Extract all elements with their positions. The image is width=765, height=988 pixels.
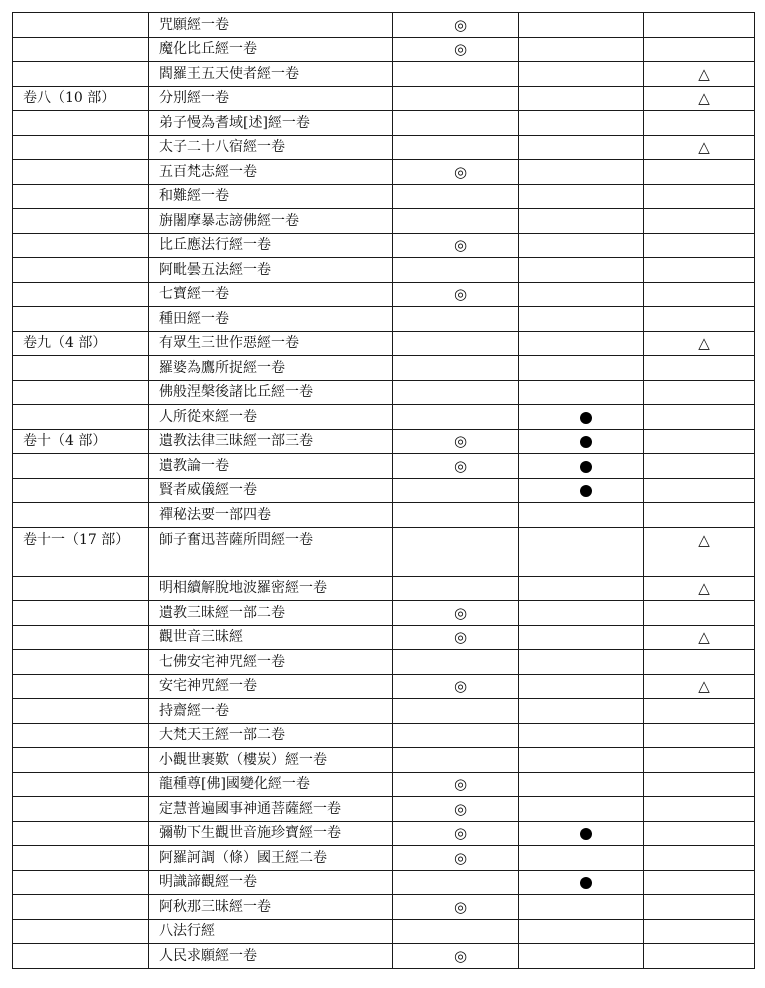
table-row	[13, 233, 755, 258]
mark-cell-col3	[393, 135, 519, 160]
mark-cell-col5: △	[644, 86, 755, 111]
mark-cell-col4	[519, 405, 644, 430]
mark-cell-col3	[393, 380, 519, 405]
fascicle-cell	[13, 478, 149, 503]
sutra-title-cell: 阿羅訶調（條）國王經二卷	[149, 846, 393, 871]
fascicle-cell	[13, 846, 149, 871]
table-row	[13, 380, 755, 405]
filled-circle-mark	[580, 412, 592, 424]
table-row	[13, 650, 755, 675]
mark-cell-col4	[519, 429, 644, 454]
fascicle-cell	[13, 111, 149, 136]
mark-cell-col4	[519, 258, 644, 283]
fascicle-cell	[13, 62, 149, 87]
mark-cell-col5	[644, 870, 755, 895]
table-row	[13, 331, 755, 356]
sutra-title-cell: 定慧普遍國事神通菩薩經一卷	[149, 797, 393, 822]
fascicle-cell	[13, 184, 149, 209]
mark-cell-col5	[644, 233, 755, 258]
sutra-title-cell: 太子二十八宿經一卷	[149, 135, 393, 160]
mark-cell-col4	[519, 870, 644, 895]
mark-cell-col3: ◎	[393, 846, 519, 871]
sutra-title-cell: 觀世音三昧經	[149, 625, 393, 650]
mark-cell-col4	[519, 919, 644, 944]
mark-cell-col4	[519, 895, 644, 920]
mark-cell-col5	[644, 184, 755, 209]
sutra-title-cell: 魔化比丘經一卷	[149, 37, 393, 62]
mark-cell-col3	[393, 356, 519, 381]
table-row	[13, 282, 755, 307]
table-row	[13, 576, 755, 601]
fascicle-cell	[13, 748, 149, 773]
sutra-title-cell: 人所從來經一卷	[149, 405, 393, 430]
mark-cell-col4	[519, 797, 644, 822]
mark-cell-col5	[644, 797, 755, 822]
mark-cell-col5	[644, 111, 755, 136]
filled-circle-mark	[580, 461, 592, 473]
table-row	[13, 625, 755, 650]
mark-cell-col4	[519, 650, 644, 675]
sutra-title-cell: 八法行經	[149, 919, 393, 944]
mark-cell-col3	[393, 331, 519, 356]
mark-cell-col5	[644, 919, 755, 944]
fascicle-cell	[13, 13, 149, 38]
mark-cell-col3	[393, 307, 519, 332]
mark-cell-col4	[519, 723, 644, 748]
table-row	[13, 699, 755, 724]
mark-cell-col3	[393, 576, 519, 601]
fascicle-cell	[13, 233, 149, 258]
table-row	[13, 821, 755, 846]
mark-cell-col4	[519, 625, 644, 650]
table-row	[13, 748, 755, 773]
mark-cell-col4	[519, 331, 644, 356]
filled-circle-mark	[580, 485, 592, 497]
table-row	[13, 895, 755, 920]
mark-cell-col4	[519, 135, 644, 160]
table-row	[13, 478, 755, 503]
fascicle-cell	[13, 135, 149, 160]
sutra-title-cell: 旃闍摩暴志謗佛經一卷	[149, 209, 393, 234]
sutra-catalog-table	[12, 12, 755, 969]
mark-cell-col5: △	[644, 62, 755, 87]
mark-cell-col3: ◎	[393, 429, 519, 454]
table-row	[13, 160, 755, 185]
table-row	[13, 307, 755, 332]
fascicle-cell	[13, 650, 149, 675]
table-row	[13, 111, 755, 136]
sutra-title-cell: 持齋經一卷	[149, 699, 393, 724]
mark-cell-col4	[519, 13, 644, 38]
fascicle-cell	[13, 503, 149, 528]
table-row	[13, 919, 755, 944]
table-row	[13, 797, 755, 822]
sutra-title-cell: 羅婆為鷹所捉經一卷	[149, 356, 393, 381]
mark-cell-col3	[393, 184, 519, 209]
mark-cell-col4	[519, 478, 644, 503]
mark-cell-col4	[519, 380, 644, 405]
mark-cell-col3: ◎	[393, 454, 519, 479]
mark-cell-col5	[644, 944, 755, 969]
sutra-title-cell: 種田經一卷	[149, 307, 393, 332]
mark-cell-col3	[393, 723, 519, 748]
fascicle-cell	[13, 674, 149, 699]
table-row	[13, 356, 755, 381]
sutra-title-cell: 五百梵志經一卷	[149, 160, 393, 185]
mark-cell-col5: △	[644, 527, 755, 576]
mark-cell-col3	[393, 870, 519, 895]
mark-cell-col3	[393, 86, 519, 111]
mark-cell-col4	[519, 209, 644, 234]
mark-cell-col3: ◎	[393, 895, 519, 920]
mark-cell-col5	[644, 307, 755, 332]
fascicle-cell	[13, 895, 149, 920]
table-row	[13, 454, 755, 479]
mark-cell-col5	[644, 772, 755, 797]
table-row	[13, 503, 755, 528]
fascicle-cell	[13, 307, 149, 332]
mark-cell-col3	[393, 405, 519, 430]
fascicle-cell	[13, 821, 149, 846]
mark-cell-col3	[393, 62, 519, 87]
mark-cell-col5	[644, 503, 755, 528]
mark-cell-col4	[519, 772, 644, 797]
fascicle-cell: 卷十（4 部）	[13, 429, 149, 454]
sutra-title-cell: 咒願經一卷	[149, 13, 393, 38]
mark-cell-col5	[644, 356, 755, 381]
mark-cell-col5	[644, 478, 755, 503]
mark-cell-col5	[644, 37, 755, 62]
fascicle-cell	[13, 405, 149, 430]
sutra-title-cell: 龍種尊[佛]國變化經一卷	[149, 772, 393, 797]
sutra-title-cell: 和難經一卷	[149, 184, 393, 209]
mark-cell-col4	[519, 62, 644, 87]
mark-cell-col3: ◎	[393, 625, 519, 650]
mark-cell-col5	[644, 405, 755, 430]
mark-cell-col3	[393, 209, 519, 234]
table-row	[13, 405, 755, 430]
sutra-title-cell: 阿毗曇五法經一卷	[149, 258, 393, 283]
sutra-title-cell: 閻羅王五天使者經一卷	[149, 62, 393, 87]
mark-cell-col5	[644, 650, 755, 675]
table-row	[13, 184, 755, 209]
mark-cell-col5	[644, 748, 755, 773]
mark-cell-col5: △	[644, 625, 755, 650]
mark-cell-col4	[519, 160, 644, 185]
fascicle-cell	[13, 209, 149, 234]
table-row	[13, 209, 755, 234]
mark-cell-col4	[519, 944, 644, 969]
mark-cell-col3: ◎	[393, 797, 519, 822]
table-body	[13, 13, 755, 969]
sutra-title-cell: 禪秘法要一部四卷	[149, 503, 393, 528]
mark-cell-col3: ◎	[393, 282, 519, 307]
table-row	[13, 13, 755, 38]
mark-cell-col4	[519, 674, 644, 699]
mark-cell-col5	[644, 209, 755, 234]
sutra-title-cell: 分別經一卷	[149, 86, 393, 111]
sutra-title-cell: 明相續解脫地波羅密經一卷	[149, 576, 393, 601]
mark-cell-col5	[644, 429, 755, 454]
sutra-title-cell: 大梵天王經一部二卷	[149, 723, 393, 748]
table-row	[13, 723, 755, 748]
mark-cell-col4	[519, 576, 644, 601]
mark-cell-col3: ◎	[393, 160, 519, 185]
table-row	[13, 846, 755, 871]
fascicle-cell	[13, 625, 149, 650]
mark-cell-col5	[644, 454, 755, 479]
mark-cell-col4	[519, 86, 644, 111]
table-row	[13, 527, 755, 576]
mark-cell-col4	[519, 821, 644, 846]
fascicle-cell	[13, 576, 149, 601]
sutra-title-cell: 安宅神咒經一卷	[149, 674, 393, 699]
mark-cell-col3: ◎	[393, 944, 519, 969]
sutra-title-cell: 人民求願經一卷	[149, 944, 393, 969]
mark-cell-col3: ◎	[393, 821, 519, 846]
sutra-title-cell: 比丘應法行經一卷	[149, 233, 393, 258]
fascicle-cell	[13, 454, 149, 479]
mark-cell-col3: ◎	[393, 233, 519, 258]
mark-cell-col3	[393, 919, 519, 944]
mark-cell-col3	[393, 478, 519, 503]
fascicle-cell	[13, 699, 149, 724]
sutra-title-cell: 師子奮迅菩薩所問經一卷	[149, 527, 393, 576]
fascicle-cell	[13, 944, 149, 969]
filled-circle-mark	[580, 877, 592, 889]
sutra-title-cell: 遺教論一卷	[149, 454, 393, 479]
mark-cell-col5	[644, 258, 755, 283]
mark-cell-col4	[519, 454, 644, 479]
fascicle-cell	[13, 919, 149, 944]
sutra-title-cell: 小觀世裹歎（樓炭）經一卷	[149, 748, 393, 773]
fascicle-cell	[13, 870, 149, 895]
filled-circle-mark	[580, 436, 592, 448]
mark-cell-col3	[393, 748, 519, 773]
fascicle-cell	[13, 282, 149, 307]
table-row	[13, 429, 755, 454]
sutra-title-cell: 阿秋那三昧經一卷	[149, 895, 393, 920]
sutra-title-cell: 有眾生三世作惡經一卷	[149, 331, 393, 356]
sutra-title-cell: 遺教法律三昧經一部三卷	[149, 429, 393, 454]
table-row	[13, 870, 755, 895]
mark-cell-col5	[644, 13, 755, 38]
mark-cell-col3	[393, 258, 519, 283]
fascicle-cell	[13, 160, 149, 185]
mark-cell-col5	[644, 895, 755, 920]
mark-cell-col5	[644, 282, 755, 307]
sutra-title-cell: 明識諦觀經一卷	[149, 870, 393, 895]
mark-cell-col5	[644, 821, 755, 846]
mark-cell-col4	[519, 184, 644, 209]
mark-cell-col4	[519, 748, 644, 773]
table-row	[13, 135, 755, 160]
fascicle-cell	[13, 258, 149, 283]
sutra-title-cell: 賢者威儀經一卷	[149, 478, 393, 503]
sutra-title-cell: 七寶經一卷	[149, 282, 393, 307]
mark-cell-col5	[644, 160, 755, 185]
fascicle-cell	[13, 356, 149, 381]
mark-cell-col5: △	[644, 135, 755, 160]
table-row	[13, 37, 755, 62]
mark-cell-col5: △	[644, 331, 755, 356]
sutra-title-cell: 弟子慢為耆域[述]經一卷	[149, 111, 393, 136]
mark-cell-col5	[644, 699, 755, 724]
sutra-title-cell: 七佛安宅神咒經一卷	[149, 650, 393, 675]
mark-cell-col3	[393, 503, 519, 528]
mark-cell-col4	[519, 356, 644, 381]
mark-cell-col5: △	[644, 674, 755, 699]
fascicle-cell	[13, 797, 149, 822]
mark-cell-col3	[393, 527, 519, 576]
mark-cell-col4	[519, 282, 644, 307]
mark-cell-col5	[644, 846, 755, 871]
mark-cell-col4	[519, 601, 644, 626]
table-row	[13, 772, 755, 797]
fascicle-cell: 卷九（4 部）	[13, 331, 149, 356]
mark-cell-col4	[519, 233, 644, 258]
mark-cell-col3: ◎	[393, 37, 519, 62]
sutra-title-cell: 佛般涅槃後諸比丘經一卷	[149, 380, 393, 405]
fascicle-cell: 卷八（10 部）	[13, 86, 149, 111]
table-row	[13, 944, 755, 969]
mark-cell-col3: ◎	[393, 772, 519, 797]
mark-cell-col5: △	[644, 576, 755, 601]
mark-cell-col3	[393, 699, 519, 724]
mark-cell-col3: ◎	[393, 674, 519, 699]
fascicle-cell	[13, 772, 149, 797]
filled-circle-mark	[580, 828, 592, 840]
mark-cell-col5	[644, 601, 755, 626]
fascicle-cell	[13, 37, 149, 62]
fascicle-cell: 卷十一（17 部）	[13, 527, 149, 576]
mark-cell-col3: ◎	[393, 13, 519, 38]
mark-cell-col5	[644, 380, 755, 405]
fascicle-cell	[13, 723, 149, 748]
mark-cell-col4	[519, 699, 644, 724]
table-row	[13, 258, 755, 283]
table-row	[13, 86, 755, 111]
table-row	[13, 601, 755, 626]
mark-cell-col4	[519, 503, 644, 528]
sutra-title-cell: 彌勒下生觀世音施珍寶經一卷	[149, 821, 393, 846]
mark-cell-col3	[393, 650, 519, 675]
table-row	[13, 62, 755, 87]
fascicle-cell	[13, 380, 149, 405]
mark-cell-col4	[519, 37, 644, 62]
mark-cell-col3	[393, 111, 519, 136]
mark-cell-col4	[519, 307, 644, 332]
mark-cell-col4	[519, 527, 644, 576]
mark-cell-col3: ◎	[393, 601, 519, 626]
sutra-title-cell: 遺教三昧經一部二卷	[149, 601, 393, 626]
fascicle-cell	[13, 601, 149, 626]
table-row	[13, 674, 755, 699]
mark-cell-col5	[644, 723, 755, 748]
mark-cell-col4	[519, 111, 644, 136]
mark-cell-col4	[519, 846, 644, 871]
